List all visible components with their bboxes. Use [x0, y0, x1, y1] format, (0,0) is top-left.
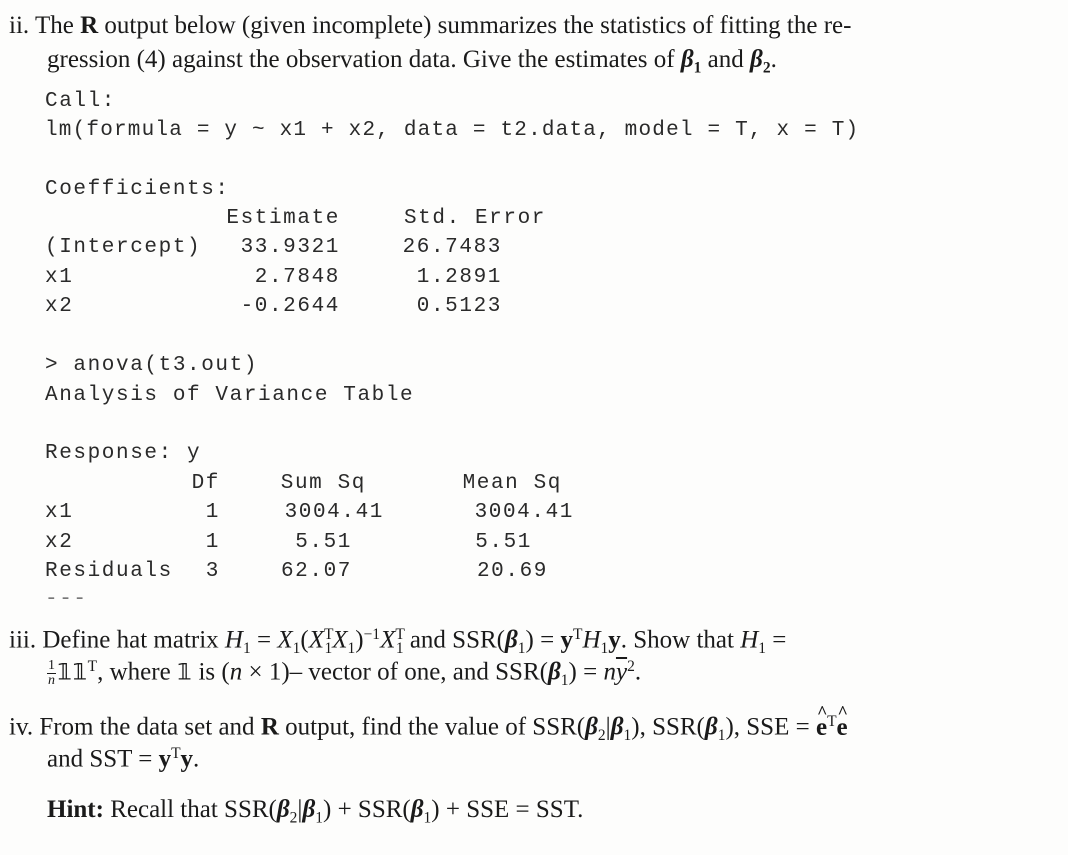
anova-header-df: Df: [191, 472, 220, 495]
q4-r-bold: R: [260, 713, 279, 741]
coef-header-estimate: Estimate: [226, 207, 340, 230]
anova-command: > anova(t3.out): [45, 354, 259, 377]
q3-number: iii.: [9, 626, 37, 654]
hint-text: Recall that SSR(: [103, 796, 277, 823]
q2-line1: [9, 12, 851, 40]
call-label: Call:: [45, 90, 117, 113]
anova-row-name: Residuals: [45, 560, 173, 583]
hint-text: ) + SSR(: [323, 796, 411, 823]
q3-text: , where: [97, 658, 177, 686]
anova-row-sumsq: 62.07: [280, 560, 352, 583]
q2-line2: gression (4) against the observation data. Give the estimates of $\beta_1$ and $\beta_2$.: [47, 46, 777, 77]
anova-row-df: 1: [205, 501, 220, 524]
q4-text: ), SSE =: [725, 713, 816, 741]
call-formula: lm(formula = y ~ x1 + x2, data = t2.data, model = T, x = T): [45, 119, 860, 142]
q2-line2-text: gression (4) against the observation data. Give the estimates of: [47, 46, 681, 73]
q3-text: . Show that: [620, 626, 741, 654]
coef-row-name: x2: [45, 295, 74, 318]
q2-and: and: [701, 46, 751, 73]
q3-text: ) =: [525, 626, 561, 654]
coefficients-label: Coefficients:: [45, 178, 230, 201]
coef-header-se: Std. Error: [403, 207, 546, 230]
q4-hint: Hint: Recall that $SSR(\beta_2|\beta_1) + SSR(\beta_1)$ + SSE = SST.: [47, 796, 584, 827]
anova-row-meansq: 20.69: [476, 560, 548, 583]
coef-row-se: 0.5123: [416, 295, 502, 318]
q3-line2: $\frac{1}{n}$ $𝟙𝟙^T$, where 𝟙 is (n × 1)– vector of one, and $SSR(\beta_1) = n\overline{y}^2$.: [48, 658, 642, 689]
coef-row-name: x1: [45, 266, 74, 289]
q4-line2: and SST = $y^Ty$.: [47, 745, 200, 773]
anova-row-sumsq: 5.51: [295, 531, 352, 554]
coef-row-se: 1.2891: [416, 266, 502, 289]
q3-text: and SSR(: [403, 626, 505, 654]
q3-text: ) =: [568, 658, 604, 686]
anova-row-name: x2: [45, 531, 74, 554]
q3-text: Define hat matrix: [42, 626, 225, 654]
q2-mid: output below (given incomplete) summarizes the statistics of fitting the re-: [98, 12, 852, 39]
q2-number: ii.: [9, 12, 30, 39]
anova-row-df: 3: [205, 560, 220, 583]
anova-row-meansq: 3004.41: [474, 501, 574, 524]
anova-header-sumsq: Sum Sq: [280, 472, 366, 495]
q4-text: output, find the value of SSR(: [278, 713, 586, 741]
anova-row-sumsq: 3004.41: [284, 501, 384, 524]
q4-line1: iv. From the data set and R output, find the value of $SSR(\beta_2|\beta_1)$, $SSR(\beta_1)$, SSE = ^ $e^T\^{}$ e: [9, 713, 848, 745]
anova-header-meansq: Mean Sq: [462, 472, 562, 495]
q4-text: ), SSR(: [631, 713, 705, 741]
anova-row-meansq: 5.51: [475, 531, 532, 554]
q3-line1: iii. Define hat matrix $H_1 = X_1(X^T_1X_1)^{-1}X^T_1$ and $SSR(\beta_1) = y^TH_1y$. Show that $H_1$ =: [9, 626, 787, 657]
anova-row-name: x1: [45, 501, 74, 524]
q2-end: .: [770, 46, 777, 73]
coef-row-estimate: -0.2644: [240, 295, 340, 318]
q3-text: is (: [192, 658, 230, 686]
anova-title: Analysis of Variance Table: [45, 384, 415, 407]
anova-response: Response: y: [45, 442, 202, 465]
q2-pre: The: [34, 12, 81, 39]
coef-row-estimate: 2.7848: [254, 266, 340, 289]
q2-r-bold: R: [80, 12, 99, 39]
q3-text: )– vector of one, and SSR(: [281, 658, 548, 686]
q4-number: iv.: [9, 713, 34, 741]
q4-text: From the data set and: [39, 713, 261, 741]
q4-text: and SST =: [47, 745, 159, 773]
hint-label: Hint:: [47, 796, 104, 823]
anova-row-df: 1: [205, 531, 220, 554]
hint-text: ) + SSE = SST.: [431, 796, 584, 823]
output-separator: ---: [45, 588, 88, 611]
coef-row-name: (Intercept): [45, 236, 202, 259]
coef-row-se: 26.7483: [402, 236, 502, 259]
coef-row-estimate: 33.9321: [240, 236, 340, 259]
